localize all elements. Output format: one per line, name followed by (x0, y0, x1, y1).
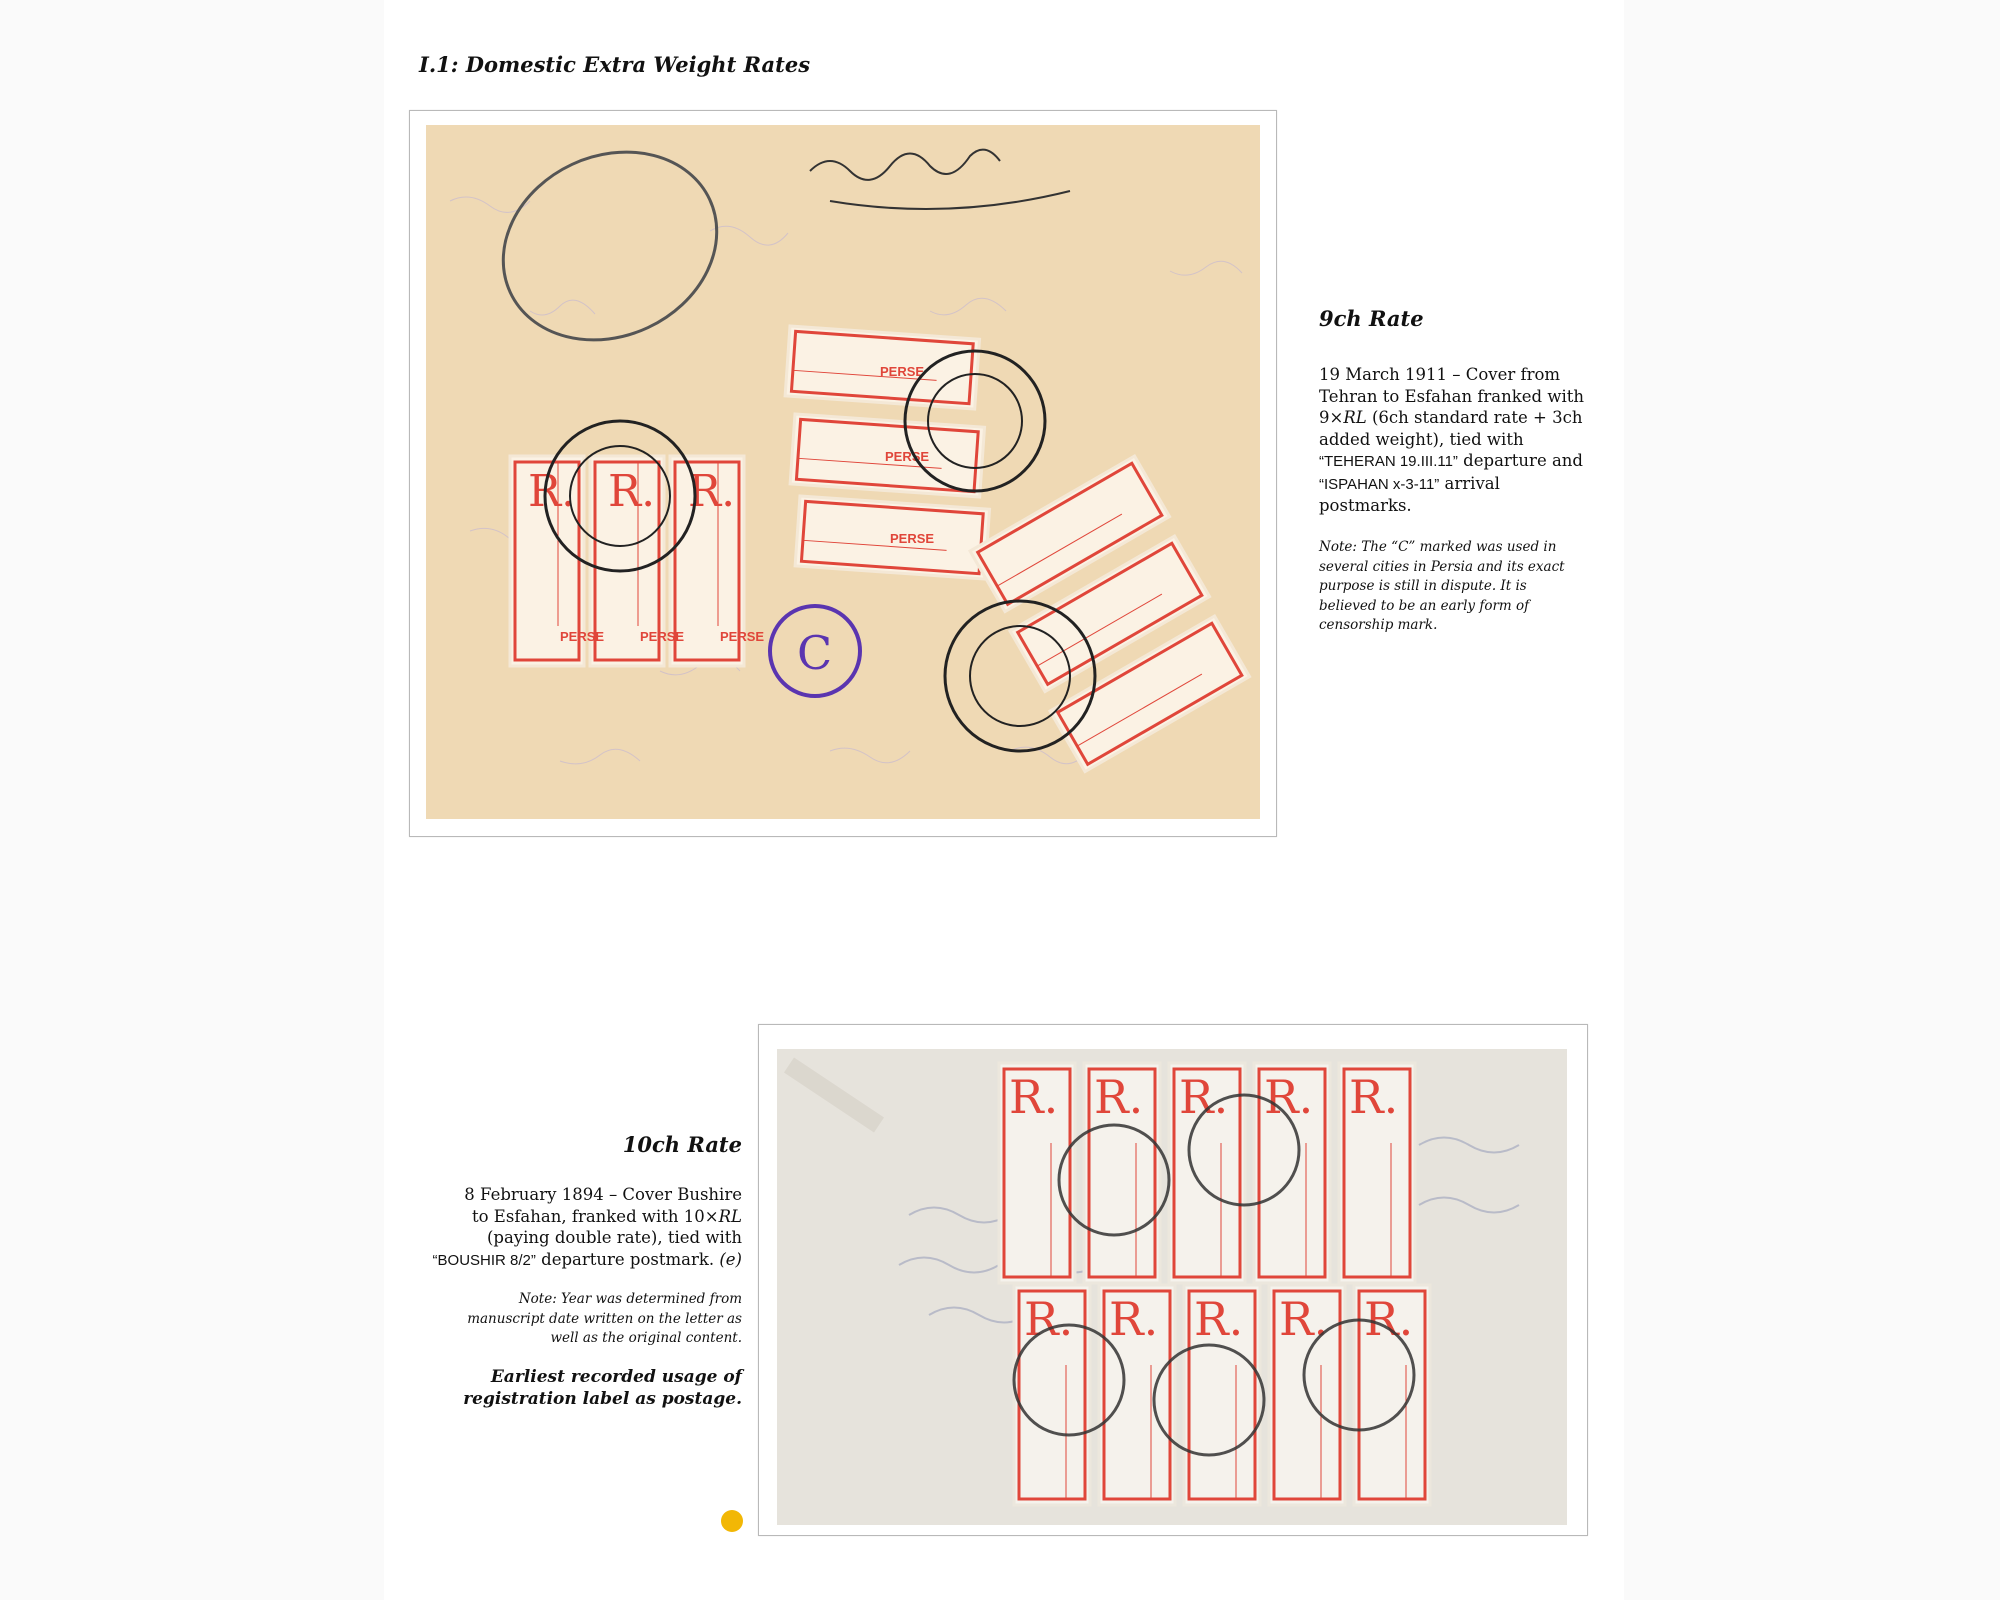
section-1-description: 19 March 1911 – Cover from Tehran to Esfahan franked with 9×RL (6ch standard rate + 3ch added weight), tied with “TEHERAN 19.III.11” departure and “ISPAHAN x-3-11” arrival postmarks. (1319, 365, 1584, 515)
section-2-emphasis: Earliest recorded usage of registration label as postage. (463, 1367, 742, 1409)
label-country: PERSE (880, 364, 925, 379)
section-2-note: Note: Year was determined from manuscript date written on the letter as well as the original content. (467, 1291, 742, 1346)
label-mark: R. (1364, 1292, 1414, 1346)
label-country: PERSE (720, 629, 765, 644)
cover-1-image (410, 111, 1276, 836)
section-2-description: 8 February 1894 – Cover Bushire to Esfahan, franked with 10×RL (paying double rate), tied with “BOUSHIR 8/2” departure postmark. (e) (432, 1185, 742, 1269)
section-1-note: Note: The “C” marked was used in several cities in Persia and its exact purpose is still in dispute. It is believed to be an early form of censorship mark. (1319, 539, 1565, 633)
label-mark: R. (1179, 1070, 1229, 1124)
label-mark: R. (528, 466, 576, 517)
label-mark: R. (1349, 1070, 1399, 1124)
section-1-heading: 9ch Rate (1319, 306, 1424, 331)
label-mark: R. (1264, 1070, 1314, 1124)
label-country: PERSE (885, 449, 930, 464)
section-2-heading: 10ch Rate (622, 1132, 742, 1157)
label-mark: R. (608, 466, 656, 517)
cover-2-image (759, 1025, 1587, 1535)
label-mark: R. (1109, 1292, 1159, 1346)
label-country: PERSE (890, 531, 935, 546)
label-mark: R. (1094, 1070, 1144, 1124)
cover-2-frame (758, 1024, 1588, 1536)
yellow-dot-marker (721, 1510, 743, 1532)
label-country: PERSE (640, 629, 685, 644)
label-mark: R. (1194, 1292, 1244, 1346)
label-mark: R. (1024, 1292, 1074, 1346)
label-mark: R. (688, 466, 736, 517)
c-mark: C (797, 626, 833, 680)
page-title: I.1: Domestic Extra Weight Rates (419, 52, 811, 77)
label-country: PERSE (560, 629, 605, 644)
label-mark: R. (1279, 1292, 1329, 1346)
cover-1-frame (409, 110, 1277, 837)
label-mark: R. (1009, 1070, 1059, 1124)
